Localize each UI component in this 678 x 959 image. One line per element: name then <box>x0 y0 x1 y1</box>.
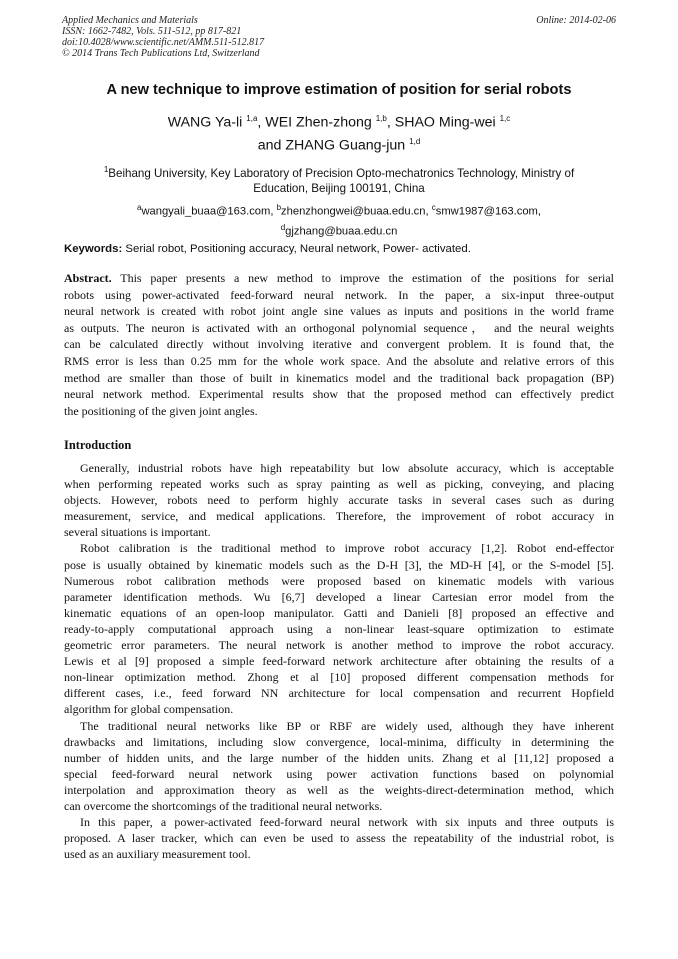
affiliation-line: Education, Beijing 100191, China <box>253 181 425 195</box>
paragraph-line: measurement, service, and medical applications. Therefore, the improvement of robot accuracy in <box>64 509 614 524</box>
paragraph-line: different cases, i.e., feed forward NN architecture for local compensation and recurrent Hopfield <box>64 686 614 701</box>
paragraph-line: Generally, industrial robots have high repeatability but low absolute accuracy, which is acceptable <box>80 461 614 475</box>
journal-name: Applied Mechanics and Materials <box>62 15 198 26</box>
abstract-line: as outputs. The neuron is activated with an orthogonal polynomial sequence， and the neural weights <box>64 320 614 335</box>
doi-line: doi:10.4028/www.scientific.net/AMM.511-512.817 <box>62 37 265 48</box>
abstract-line: robots using power-activated feed-forward neural network. In the paper, a six-input three-output <box>64 287 614 302</box>
paragraph-line: algorithm for global compensation. <box>64 702 234 717</box>
paragraph-line: Lewis et al [9] proposed a simple feed-forward network architecture after obtaining the results of a <box>64 654 614 669</box>
email-sup: a <box>136 203 142 212</box>
keywords-text: Serial robot, Positioning accuracy, Neural network, Power- activated. <box>125 243 471 255</box>
email-link[interactable]: gjzhang@buaa.edu.cn <box>285 225 398 238</box>
paragraph-line: In this paper, a power-activated feed-forward neural network with six inputs and three outputs is <box>80 815 614 830</box>
author-sup: 1,c <box>499 114 511 123</box>
paragraph-line: kinematic equations of an open-loop manipulator. Gatti and Danieli [8] proposed an effective and <box>64 605 614 620</box>
author-name: SHAO Ming-wei <box>394 114 496 131</box>
email-sup: d <box>280 222 286 232</box>
paragraph-line: Robot calibration is the traditional method to improve robot accuracy [1,2]. Robot end-effector <box>80 541 614 556</box>
paragraph-line: special feed-forward neural network using power activation functions based on polynomial <box>64 766 614 781</box>
email-list <box>70 200 608 239</box>
abstract-line: can be calculated directly without involving iterative and convergent problem. It is found that, the <box>64 337 614 352</box>
abstract-label: Abstract. <box>64 271 112 285</box>
paragraph-line: Numerous robot calibration methods were proposed based on kinematic models with various <box>64 573 614 588</box>
journal-header <box>62 15 616 59</box>
paper-title: A new technique to improve estimation of position for serial robots <box>106 82 572 98</box>
introduction-body <box>64 460 614 862</box>
abstract-line: neural network method. Experimental results show that the proposed method can effectively predict <box>64 387 614 402</box>
paragraph-line: geometric error parameters. The neural network is another method to improve the robot accuracy. <box>64 638 614 653</box>
email-link[interactable]: zhenzhongwei@buaa.edu.cn, <box>281 205 429 218</box>
paragraph-line: number of hidden units, and the large number of the hidden units. Zhang et al [11,12] proposed a <box>64 750 614 765</box>
affiliation-sup: 1 <box>103 165 109 174</box>
author-sup: 1,a <box>246 114 258 123</box>
paragraph-line: proposed. A laser tracker, which can even be used to assess the repeatability of the industrial robot, is <box>64 831 614 846</box>
keywords <box>64 243 616 255</box>
author-line-2 <box>40 137 638 154</box>
paragraph-line: drawbacks and limitations, including slow convergence, local-minima, difficulty in determining the <box>64 734 614 749</box>
paragraph-line: several situations is important. <box>64 525 211 540</box>
section-heading-introduction: Introduction <box>64 438 132 452</box>
abstract <box>64 270 614 419</box>
abstract-line: RMS error is less than 0.25 mm for the whole work space. And the absolute and relative errors of this <box>64 353 614 368</box>
copyright-line: © 2014 Trans Tech Publications Ltd, Switzerland <box>62 48 260 59</box>
author-line-1: WANG Ya-li $^{1,a}$, WEI Zhen-zhong $^{1,b}$, SHAO Ming-wei $^{1,c}$ <box>167 114 511 131</box>
author-name: WANG Ya-li <box>167 114 243 131</box>
abstract-line: This paper presents a new method to improve the estimation of the positions for serial <box>111 271 614 285</box>
email-link[interactable]: smw1987@163.com, <box>435 205 541 218</box>
paragraph-line: objects. However, robots need to perform highly accurate tasks in several cases such as during <box>64 493 614 508</box>
paragraph-line: non-linear optimization method. Zhong et al [10] proposed different compensation methods for <box>64 670 614 685</box>
author-sup: 1,b <box>375 114 387 123</box>
email-sup: c <box>431 203 436 212</box>
abstract-line: neural network is created with robot joint angle sine values as inputs and positions in the world frame <box>64 304 614 319</box>
keywords-label: Keywords: <box>64 243 123 255</box>
author-sup: 1,d <box>409 137 421 146</box>
paragraph-line: interpolation and approximation theory as well as the weights-direct-determination method, which <box>64 782 614 797</box>
paragraph-line: ready-to-apply computational approach using a non-linear least-square optimization to estimate <box>64 621 614 636</box>
online-date: Online: 2014-02-06 <box>536 15 616 26</box>
paragraph-line: The traditional neural networks like BP or RBF are widely used, although they have inherent <box>80 718 614 733</box>
abstract-line: the positioning of the given joint angles. <box>64 403 258 418</box>
paragraph-line: parameter identification methods. Wu [6,7] developed a linear Cartesian error model from the <box>64 589 614 604</box>
paragraph-line: used as an auxiliary measurement tool. <box>64 847 251 862</box>
email-sup: b <box>276 203 282 212</box>
affiliation <box>70 162 608 196</box>
issn-line: ISSN: 1662-7482, Vols. 511-512, pp 817-821 <box>62 26 242 37</box>
author-name: WEI Zhen-zhong <box>265 114 372 131</box>
paragraph-line: can overcome the shortcomings of the traditional neural networks. <box>64 798 383 813</box>
paragraph-line: when performing repeated works such as spray painting as well as picking, conveying, and placing <box>64 477 614 492</box>
affiliation-line: Beihang University, Key Laboratory of Precision Opto-mechatronics Technology, Ministry of <box>108 166 575 180</box>
abstract-line: method are smaller than those of built in kinematics model and the traditional back propagation (BP) <box>64 370 614 385</box>
author-name: and ZHANG Guang-jun <box>257 137 406 154</box>
paragraph-line: pose is usually obtained by kinematic models such as the D-H [3], the MD-H [4], or the S-model [5]. <box>64 557 614 572</box>
email-link[interactable]: wangyali_buaa@163.com, <box>141 205 274 218</box>
